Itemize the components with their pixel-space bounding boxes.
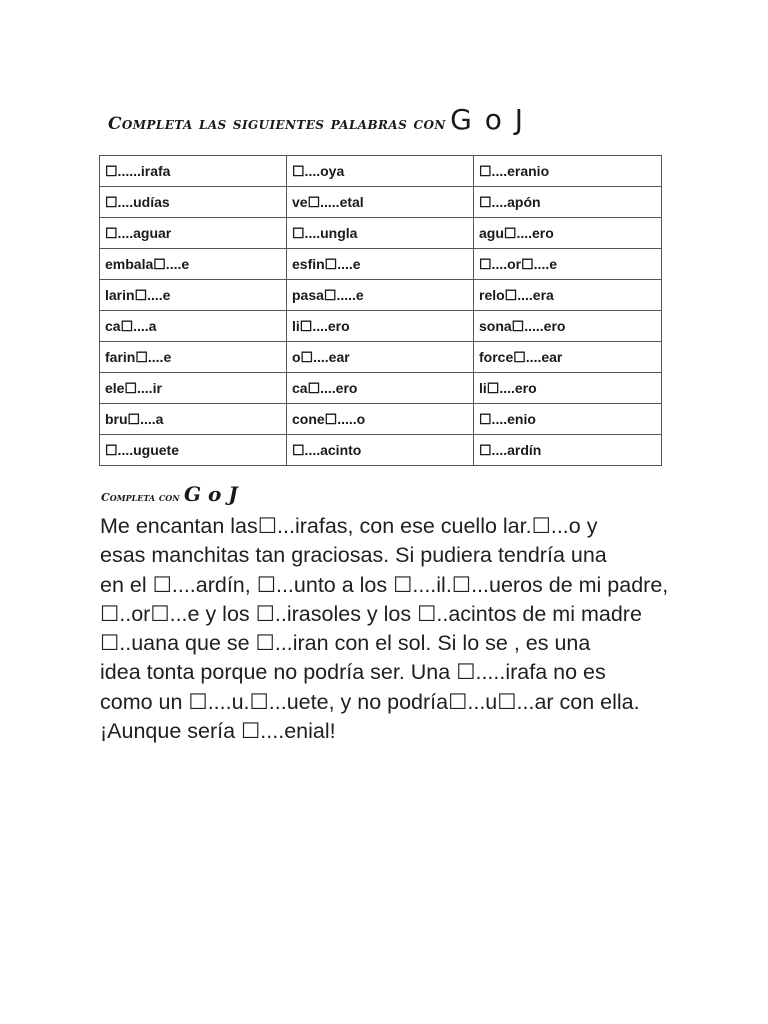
word-cell: ca☐....ero (287, 373, 474, 404)
paragraph-line: como un ☐....u.☐...uete, y no podría☐...u☐...ar con ella. (100, 689, 640, 714)
word-cell: relo☐....era (474, 280, 662, 311)
section-title-letters: G o J (183, 482, 238, 506)
word-cell: o☐....ear (287, 342, 474, 373)
table-row (100, 342, 662, 373)
table-row (100, 280, 662, 311)
word-cell: ☐....ungla (287, 218, 474, 249)
table-row (100, 187, 662, 218)
table-row (100, 435, 662, 466)
word-cell: ☐....uguete (100, 435, 287, 466)
table-row (100, 156, 662, 187)
word-cell: bru☐....a (100, 404, 287, 435)
word-cell: ☐....ardín (474, 435, 662, 466)
word-cell: embala☐....e (100, 249, 287, 280)
word-cell: ☐....aguar (100, 218, 287, 249)
word-cell: force☐....ear (474, 342, 662, 373)
word-cell: ☐....or☐....e (474, 249, 662, 280)
word-cell: larin☐....e (100, 280, 287, 311)
paragraph-line: Me encantan las☐...irafas, con ese cuello lar.☐...o y (100, 514, 598, 538)
worksheet-title-text: Completa las siguientes palabras con (108, 114, 446, 134)
word-cell: ve☐.....etal (287, 187, 474, 218)
paragraph-line: esas manchitas tan graciosas. Si pudiera tendría una (100, 543, 607, 568)
word-cell: ☐....apón (474, 187, 662, 218)
paragraph-line: ☐..or☐...e y los ☐..irasoles y los ☐..acintos de mi madre (100, 601, 642, 626)
table-row (100, 404, 662, 435)
word-cell: pasa☐.....e (287, 280, 474, 311)
word-cell: sona☐.....ero (474, 311, 662, 342)
word-cell: cone☐.....o (287, 404, 474, 435)
word-cell: li☐....ero (474, 373, 662, 404)
section-title (101, 482, 238, 506)
word-cell: ca☐....a (100, 311, 287, 342)
paragraph-line: ¡Aunque sería ☐....enial! (100, 719, 336, 744)
word-cell: agu☐....ero (474, 218, 662, 249)
paragraph-line: en el ☐....ardín, ☐...unto a los ☐....il.☐...ueros de mi padre, (100, 572, 669, 597)
word-cell: farin☐....e (100, 342, 287, 373)
worksheet-title-letters: G o J (450, 103, 526, 136)
table-row (100, 218, 662, 249)
word-cell: ☐....eranio (474, 156, 662, 187)
word-cell: ☐....udías (100, 187, 287, 218)
worksheet-title (108, 103, 668, 137)
section-title-text: Completa con (101, 491, 180, 504)
paragraph-line: ☐..uana que se ☐...iran con el sol. Si lo se , es una (100, 631, 591, 656)
word-cell: ☐....acinto (287, 435, 474, 466)
word-table (99, 155, 662, 466)
paragraph-line: idea tonta porque no podría ser. Una ☐.....irafa no es (100, 660, 606, 685)
word-cell: ☐......irafa (100, 156, 287, 187)
word-cell: li☐....ero (287, 311, 474, 342)
table-row (100, 249, 662, 280)
word-cell: esfin☐....e (287, 249, 474, 280)
table-row (100, 311, 662, 342)
word-cell: ele☐....ir (100, 373, 287, 404)
word-cell: ☐....oya (287, 156, 474, 187)
exercise-paragraph (100, 512, 680, 746)
table-row (100, 373, 662, 404)
word-cell: ☐....enio (474, 404, 662, 435)
